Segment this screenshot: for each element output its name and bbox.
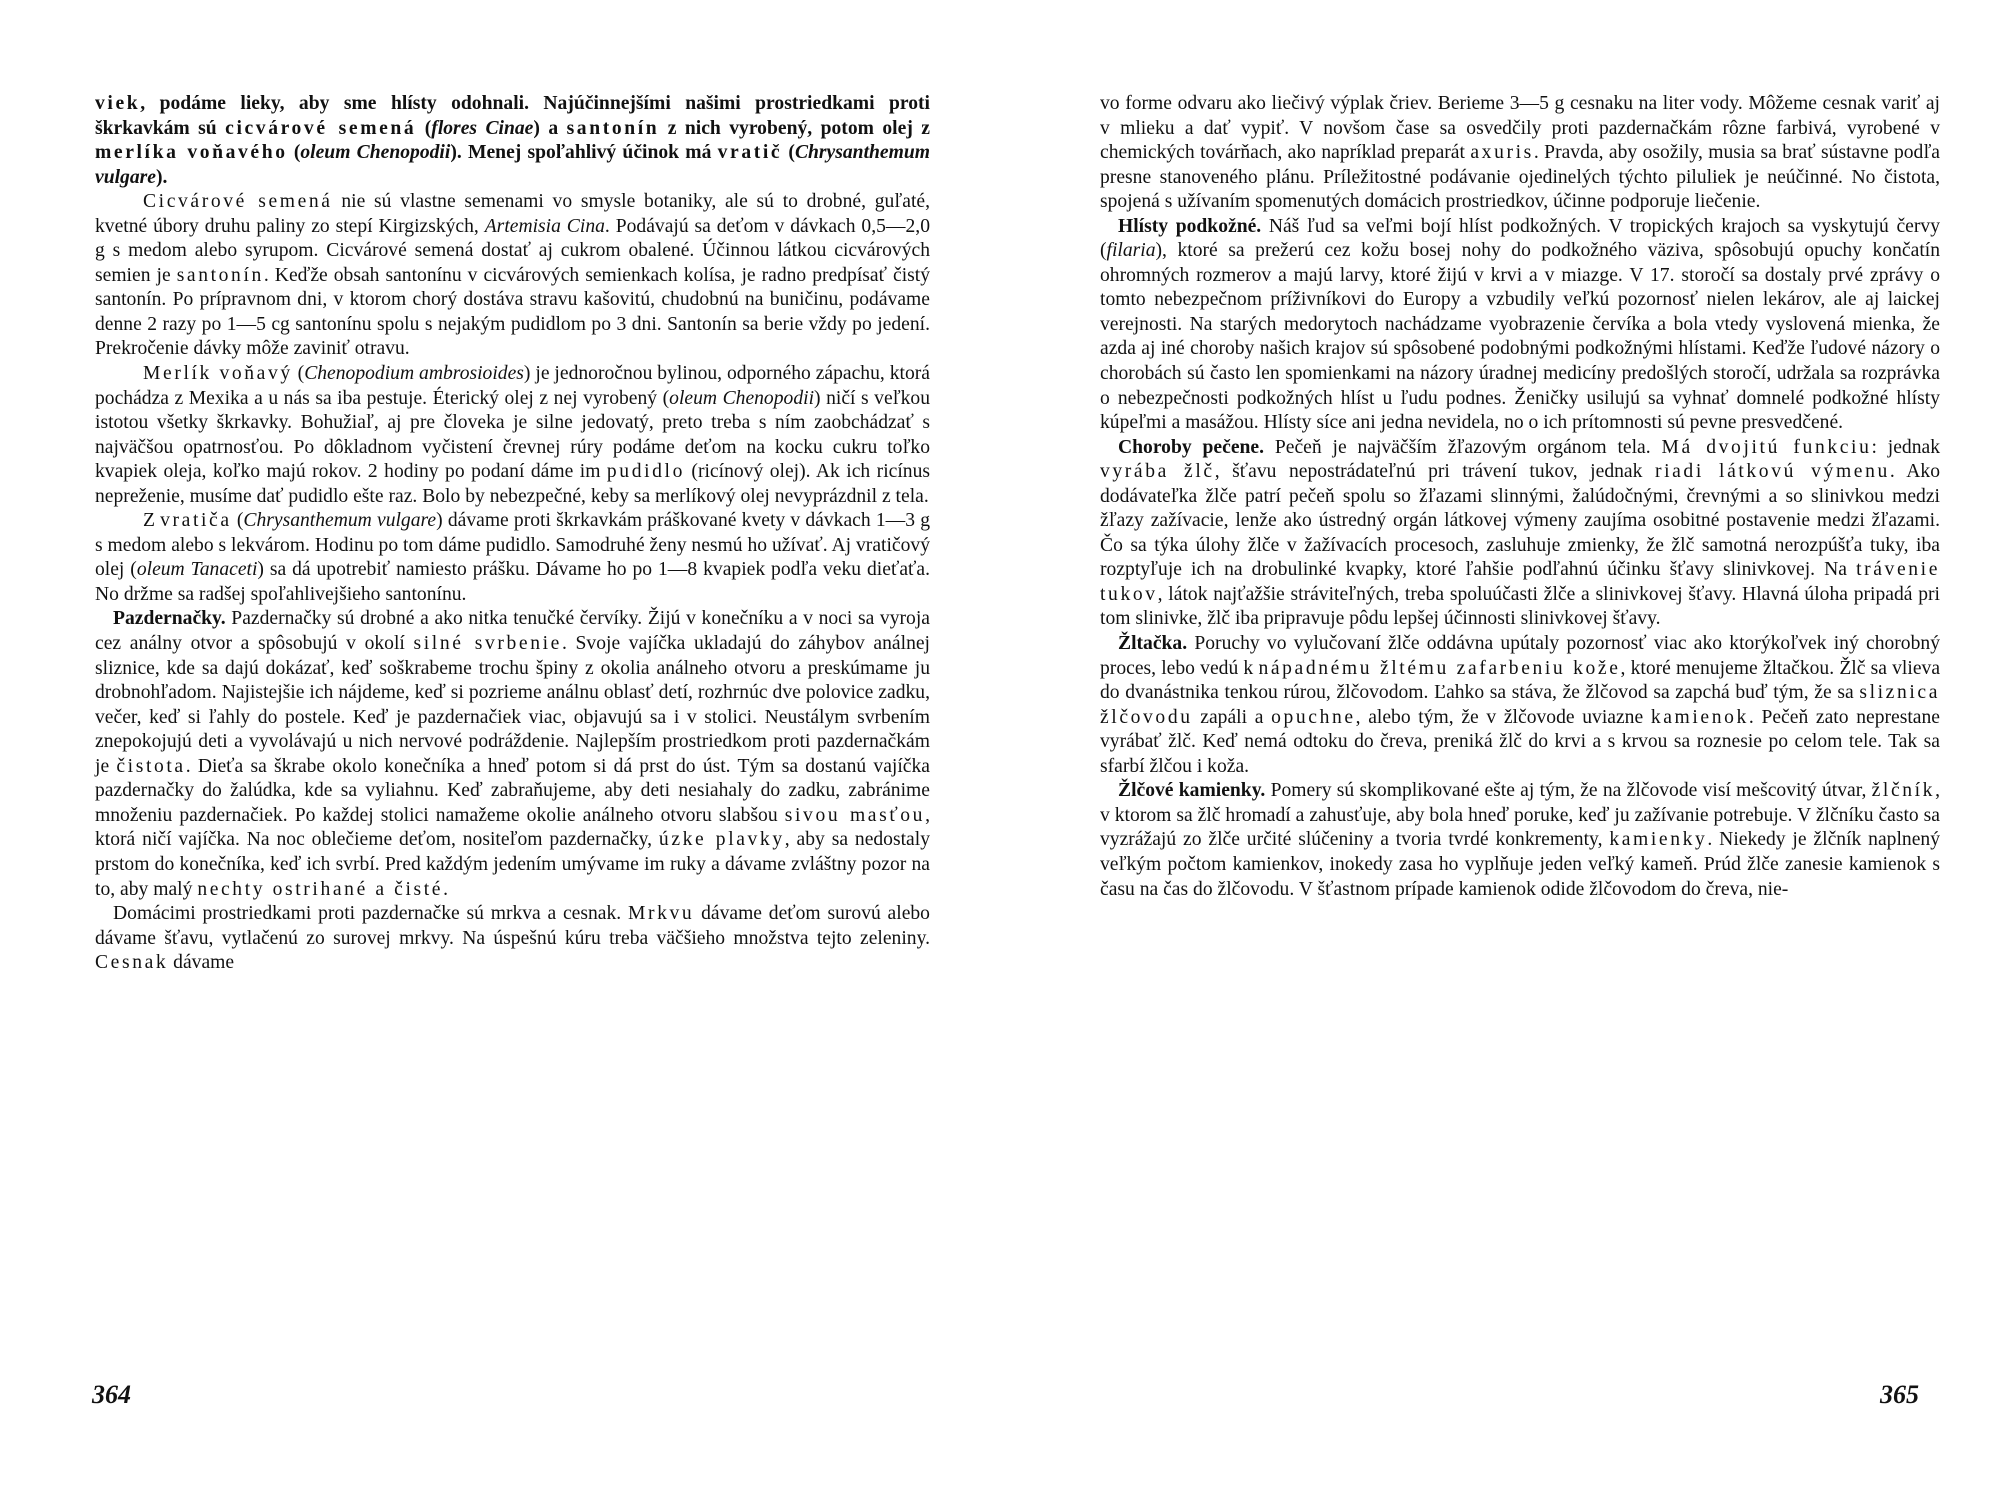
text-run: . Ako dodávateľka žlče patrí pečeň spolu so žľazami slinnými, žalúdočnými, črevnými a so slinivkou medzi žľazy zažívacie, lenže ako ústredný orgán látkovej výmeny zaujíma osobitné postavenie medzi žľazami. Čo sa týka úlohy žlče v žažívacích procesoch, zasluhuje zmienky, že žlč samotná nerozpúšťa tuky, iba rozptyľuje ich na drobulinké kvapky, ktoré ľahšie podľahnú účinku šťavy slinivkovej. Na (1100, 461, 1940, 581)
text-run: . Keďže obsah santonínu v cicvárových semienkach kolísa, je radno predpísať čistý santonín. Po prípravnom dni, v ktorom chorý dostáva stravu kašovitú, chudobnú na buničinu, podávame denne 2 razy po 1—5 cg santonínu spolu s nejakým pudidlom po 3 dni. Santonín sa berie vždy po jedení. Prekročenie dávky môže zaviniť otravu. (95, 264, 931, 360)
text-run: Domácimi prostriedkami proti pazdernačke sú mrkva a cesnak. (113, 903, 628, 925)
right-page-text (1100, 92, 1940, 902)
text-run: vratiča (160, 510, 232, 532)
text-run: , ktoré menujeme žltačkou. Žlč sa vlieva do dvanástnika tenkou rúrou, žlčovodom. Ľahko sa stáva, že žlčovod sa zapchá buď tým, že sa (1100, 657, 1941, 704)
paragraph (1100, 92, 1940, 215)
text-run: vratič (717, 142, 783, 164)
text-run: , v ktorom sa žlč hromadí a zahusťuje, aby bola hneď poruke, keď ju zažívanie potrebuje. V žlčníku často sa vyzrážajú zo žlče určité slúčeniny a tvoria tvrdé konkrementy, (1100, 780, 1940, 851)
text-run: . (443, 878, 448, 900)
text-run: vyrába žlč (1100, 461, 1215, 483)
text-run: flores Cinae (431, 117, 534, 139)
text-run: silné svrbenie (413, 633, 562, 655)
text-run: , látok najťažšie stráviteľných, treba spoluúčasti žlče a slinivkovej šťavy. Hlavná úloha pripadá pri tom slinivke, žlč iba pripravuje pôdu lepšej účinnosti slinivkovej šťavy. (1100, 583, 1940, 630)
section-paragraph-zltacka (1100, 632, 1940, 779)
text-run: . Pravda, aby osožily, musia sa brať sústavne podľa presne stanoveného plánu. Príležitostné podávanie ojedinelých týchto piluliek je neúčinné. No čistota, spojená s užívaním spomenutých domácich prostriedkov, účinne podporuje liečenie. (1100, 142, 1940, 213)
text-run: čistota (116, 755, 186, 777)
text-run: cicvárové semená (225, 117, 417, 139)
text-run: žlčník (1871, 780, 1936, 802)
text-run: ). Menej spoľahlivý účinok má (450, 142, 718, 164)
text-run: Žlčové kamienky. (1118, 780, 1266, 802)
text-run: ). (155, 166, 168, 188)
text-run: oleum Tanaceti (136, 559, 258, 581)
text-run: Artemisia Cina (484, 215, 605, 237)
text-run: Z (143, 510, 161, 532)
text-run: , podáme lieky, aby sme hlísty odohnali. Najúčinnejšími našimi prostriedkami proti škrkavkám sú (95, 93, 930, 139)
text-run: ) sa dá upotrebiť namiesto prášku. Dávame ho po 1—8 kvapiek podľa veku dieťaťa. No držme sa radšej spoľahlivejšieho santonínu. (95, 559, 930, 605)
text-run: . Svoje vajíčka ukladajú do záhybov análnej sliznice, kde sa dajú dokázať, keď soškrabeme trochu špiny z okolia análneho otvoru a preskúmame ju drobnohľadom. Najistejšie ich nájdeme, keď si pozrieme análnu oblasť detí, rozhrnúc dve polovice zadku, večer, keď si ľahly do postele. Keď je pazdernačiek viac, objavujú sa i v stolici. Neustálym svrbením znepokojujú deti a vyvolávajú u nich nervové podráždenie. Najlepším prostriedkom proti pazdernačkám je (95, 633, 931, 777)
text-run: Choroby pečene. (1118, 436, 1265, 458)
text-run: dávame (168, 952, 235, 974)
text-run: Poruchy vo vylučovaní žlče oddávna upútaly pozornosť viac ako ktorýkoľvek iný chorobný proces, lebo vedú k (1100, 633, 1940, 679)
text-run: , aby sa nedostaly prstom do konečníka, keď ich svrbí. Pred každým jedením umývame im ruky a dávame zvláštny pozor na to, aby malý (95, 829, 930, 900)
text-run: Chenopodium ambrosioides (304, 363, 524, 385)
text-run: Cesnak (95, 952, 169, 974)
text-run: . Podávajú sa deťom v dávkach 0,5—2,0 g s medom alebo syrupom. Cicvárové semená dostať aj cukrom obalené. Účinnou látkou cicvárových semien je (95, 215, 930, 286)
text-run: Má dvojitú funkciu (1661, 436, 1872, 458)
text-run: . Niekedy je žlčník naplnený veľkým počtom kamienkov, inokedy zasa ho vyplňuje jeden veľký kameň. Prúd žlče zanesie kamienok s času na čas do žlčovodu. V šťastnom prípade kamienok odide žlčovodom do čreva, nie- (1100, 829, 1940, 900)
text-run: ) a (533, 117, 567, 139)
text-run: Pomery sú skomplikované ešte aj tým, že na žlčovode visí mešcovitý útvar, (1265, 780, 1872, 802)
text-run: úzke plavky (658, 829, 785, 851)
section-paragraph-hlisty-podkozne (1100, 215, 1940, 436)
paragraph (95, 190, 930, 362)
text-run: ) ničí s veľkou istotou všetky škrkavky. Bohužiaľ, aj pre človeka je silne jedovatý, preto treba s ním zaobchádzať s najväčšou opatrnosťou. Po dôkladnom vyčistení črevnej rúry podáme deťom na kocku cukru toľko kvapiek oleja, koľko majú rokov. 2 hodiny po podaní dáme im (95, 387, 930, 483)
text-run: , šťavu nepostrádateľnú pri trávení tukov, jednak (1214, 461, 1655, 483)
page-number-right: 365 (1880, 1380, 1919, 1409)
text-run: santonín (566, 117, 660, 139)
text-run: riadi látkovú výmenu (1654, 461, 1890, 483)
text-run: : jednak (1871, 436, 1941, 458)
text-run: axuris (1470, 142, 1534, 164)
text-run: z nich vyrobený, potom olej z (659, 117, 930, 139)
text-run: ) dávame proti škrkavkám práškované kvety v dávkach 1—3 g s medom alebo s lekvárom. Hodinu po tom dáme pudidlo. Samodruhé ženy nesmú ho užívať. Aj vratičový olej ( (95, 510, 930, 581)
paragraph (95, 902, 930, 976)
paragraph (95, 362, 930, 509)
text-run: oleum Chenopodii (669, 387, 815, 409)
text-run: Žltačka. (1118, 633, 1188, 655)
text-run: pudidlo (606, 461, 685, 483)
page-number-left: 364 (92, 1380, 131, 1409)
text-run: Pazdernačky. (113, 608, 226, 630)
text-run: Merlík voňavý (143, 363, 293, 385)
text-run: ( (782, 142, 795, 164)
text-run: (ricínový olej). Ak ich ricínus nepreženie, musíme dať pudidlo ešte raz. Bolo by nebezpečné, keby sa merlíkový olej nevyprázdnil z tela. (95, 461, 931, 507)
text-run: ( (416, 117, 432, 139)
text-run: Náš ľud sa veľmi bojí hlíst podkožných. V tropických krajoch sa vyskytujú červy ( (1100, 215, 1940, 262)
text-run: santonín (176, 264, 264, 286)
text-run: . Dieťa sa škrabe okolo konečníka a hneď potom si dá prst do úst. Tým sa dostanú vajíčka pazdernačky do žalúdka, kde sa vyliahnu. Keď zabraňujeme, aby deti nesiahaly do zadku, zabránime množeniu pazdernačiek. Po každej stolici namažeme okolie análneho otvoru slabšou (95, 755, 930, 826)
text-run: , ktorá ničí vajíčka. Na noc oblečieme deťom, nositeľom pazdernačky, (95, 804, 930, 851)
text-run: oleum Chenopodii (300, 142, 451, 164)
text-run: ( (231, 510, 244, 532)
text-run: Cicvárové semená (143, 191, 333, 213)
text-run: nechty ostrihané a čisté (197, 878, 444, 900)
text-run: Chrysanthemum vulgare (95, 142, 930, 188)
text-run: kamienok (1650, 706, 1749, 728)
section-paragraph-pazdernacky (95, 607, 930, 902)
text-run: Mrkvu (627, 903, 695, 925)
text-run: zapáli a (1192, 706, 1272, 728)
text-run: filaria (1106, 240, 1156, 262)
paragraph (95, 92, 930, 190)
text-run: dávame deťom surovú alebo dávame šťavu, vytlačenú zo surovej mrkvy. Na úspešnú kúru treba väčšieho množstva tejto zeleniny. (95, 903, 930, 949)
text-run: kamienky (1609, 829, 1708, 851)
text-run: Pečeň je najväčším žľazovým orgánom tela. (1264, 436, 1662, 458)
text-run: viek (95, 93, 141, 114)
text-run: merlíka voňavého (95, 142, 288, 164)
section-paragraph-choroby-pecene (1100, 436, 1940, 632)
text-run: trávenie tukov (1100, 559, 1940, 605)
text-run: ( (287, 142, 301, 164)
text-run: nápadnému žltému zafarbeniu kože (1258, 657, 1621, 679)
text-run: ) je jednoročnou bylinou, odporného zápachu, ktorá pochádza z Mexika a u nás sa iba pestuje. Éterický olej z nej vyrobený ( (95, 363, 930, 409)
text-run: vo forme odvaru ako liečivý výplak čriev. Berieme 3—5 g cesnaku na liter vody. Môžeme cesnak variť aj v mlieku a dať vypiť. V novšom čase sa osvedčily proti pazdernačkám rôzne farbivá, vyrobené v chemických továrňach, ako napríklad preparát (1100, 93, 1940, 164)
left-page-text (95, 92, 930, 976)
text-run: sliznica žlčovodu (1100, 682, 1940, 728)
text-run: Chrysanthemum vulgare (243, 510, 437, 532)
paragraph (95, 509, 930, 607)
text-run: Pazdernačky sú drobné a ako nitka tenučké červíky. Žijú v konečníku a v noci sa vyroja cez análny otvor a spôsobujú v okolí (95, 608, 930, 655)
text-run: ( (292, 363, 305, 385)
section-paragraph-zlcove-kamienky (1100, 779, 1940, 902)
text-run: opuchne (1271, 706, 1356, 728)
text-run: . Pečeň zato neprestane vyrábať žlč. Keď nemá odtoku do čreva, preniká žlč do krvi a s krvou sa roznesie po celom tele. Tak sa sfarbí žlčou i koža. (1100, 706, 1940, 777)
text-run: Hlísty podkožné. (1118, 215, 1262, 237)
text-run: , alebo tým, že v žlčovode uviazne (1355, 706, 1651, 728)
text-run: nie sú vlastne semenami vo smysle botaniky, ale sú to drobné, guľaté, kvetné úbory druhu paliny zo stepí Kirgizských, (95, 191, 930, 237)
text-run: sivou masťou (784, 804, 926, 826)
text-run: ), ktoré sa prežerú cez kožu bosej nohy do podkožného väziva, spôsobujú opuchy končatín ohromných rozmerov a majú larvy, ktoré žijú v krvi a v miazge. V 17. storočí sa dostaly prvé zprávy o tomto nebezpečnom príživníkovi do Europy a vzbudily veľkú pozornosť nielen lekárov, ale aj laickej verejnosti. Na starých medorytoch nachádzame vyobrazenie červíka a bola vtedy vyslovená mienka, že azda aj iné choroby našich krajov sú spôsobené podobnými podkožnými hlístami. Keďže ľudové názory o chorobách sú často len spomienkami na názory úradnej medicíny predošlých storočí, udržala sa rozprávka o nebezpečnosti podkožných hlíst u ľudu podnes. Ženičky usilujú sa vyhnať domnelé podkožné hlísty kúpeľmi a masážou. Hlísty síce ani jedna nevidela, no o ich prítomnosti sú pevne presvedčené. (1100, 240, 1940, 434)
